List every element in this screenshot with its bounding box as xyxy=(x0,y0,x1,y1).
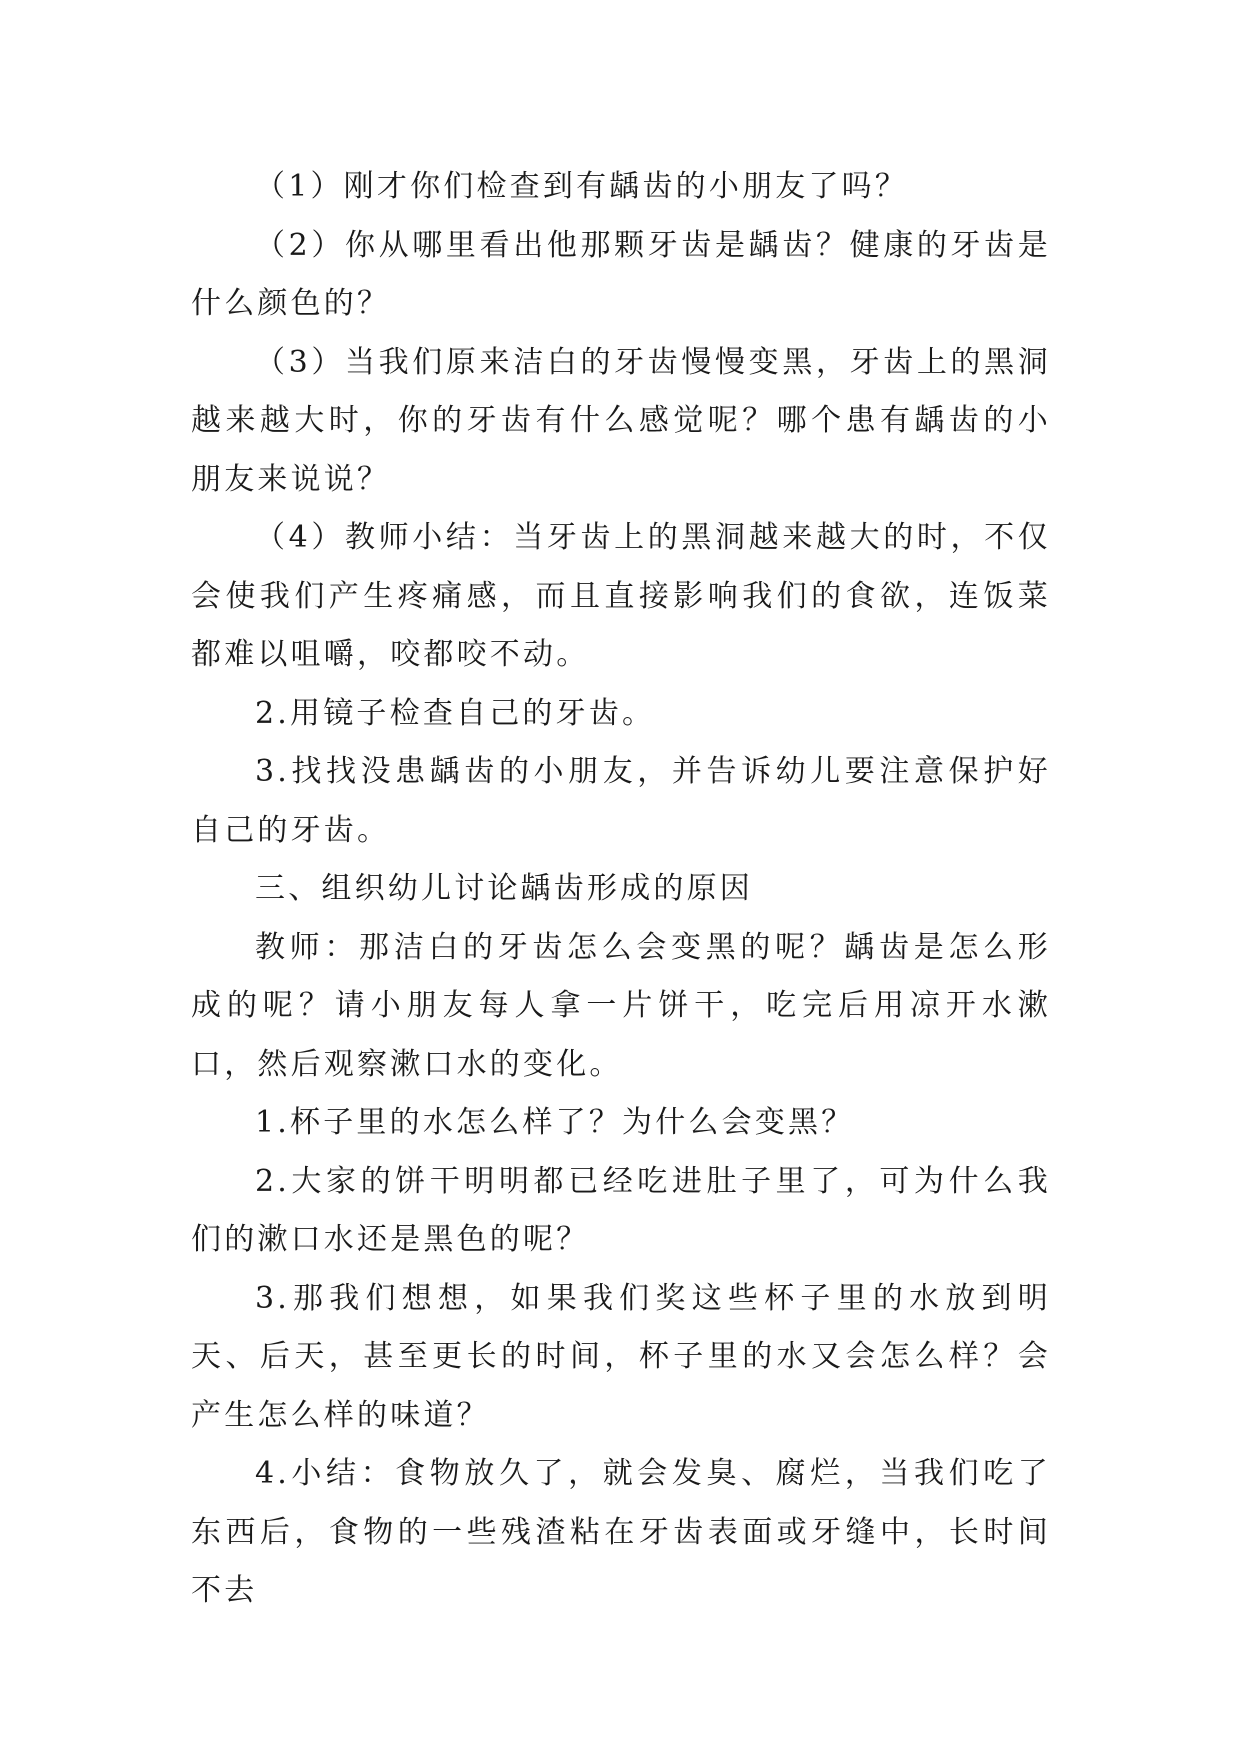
document-body xyxy=(191,158,1051,1621)
paragraph: （2）你从哪里看出他那颗牙齿是龋齿？健康的牙齿是什么颜色的？ xyxy=(191,227,1051,321)
paragraph: （3）当我们原来洁白的牙齿慢慢变黑，牙齿上的黑洞越来越大时，你的牙齿有什么感觉呢？哪个患有龋齿的小朋友来说说？ xyxy=(191,344,1051,497)
paragraph: 2.用镜子检查自己的牙齿。 xyxy=(255,695,656,731)
paragraph: （4）教师小结：当牙齿上的黑洞越来越大的时，不仅会使我们产生疼痛感，而且直接影响我们的食欲，连饭菜都难以咀嚼，咬都咬不动。 xyxy=(191,520,1051,672)
section-heading: 三、组织幼儿讨论龋齿形成的原因 xyxy=(255,871,753,906)
paragraph: 4.小结：食物放久了，就会发臭、腐烂，当我们吃了东西后，食物的一些残渣粘在牙齿表面或牙缝中，长时间不去 xyxy=(191,1456,1051,1608)
paragraph: 2.大家的饼干明明都已经吃进肚子里了，可为什么我们的漱口水还是黑色的呢？ xyxy=(191,1163,1051,1257)
paragraph: （1）刚才你们检查到有龋齿的小朋友了吗？ xyxy=(255,169,909,204)
paragraph: 3.那我们想想，如果我们奖这些杯子里的水放到明天、后天，甚至更长的时间，杯子里的水又会怎么样？会产生怎么样的味道？ xyxy=(191,1280,1051,1433)
paragraph: 教师：那洁白的牙齿怎么会变黑的呢？龋齿是怎么形成的呢？请小朋友每人拿一片饼干，吃完后用凉开水漱口，然后观察漱口水的变化。 xyxy=(191,929,1051,1082)
paragraph: 3.找找没患龋齿的小朋友，并告诉幼儿要注意保护好自己的牙齿。 xyxy=(191,754,1051,848)
paragraph: 1.杯子里的水怎么样了？为什么会变黑？ xyxy=(255,1105,855,1140)
